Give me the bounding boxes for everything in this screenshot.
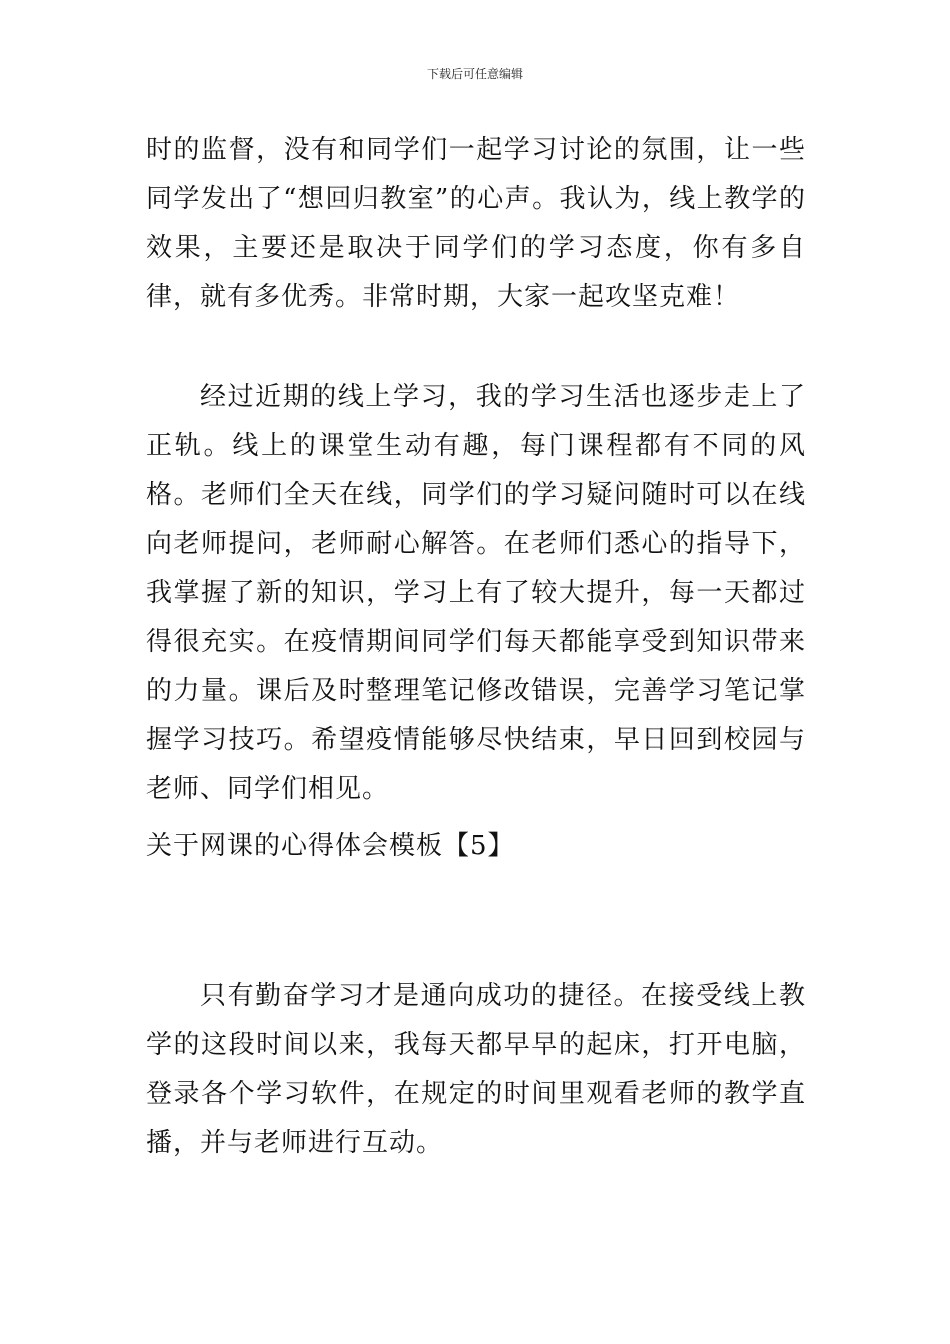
body-paragraph-1: 时的监督，没有和同学们一起学习讨论的氛围，让一些同学发出了“想回归教室”的心声。我认为，线上教学的效果，主要还是取决于同学们的学习态度，你有多自律，就有多优秀。非常时期，大家一起攻坚克难！ bbox=[146, 135, 806, 312]
header-note: 下载后可任意编辑 bbox=[426, 67, 523, 81]
section-heading: 关于网课的心得体会模板【5】 bbox=[146, 831, 515, 861]
body-paragraph-2: 经过近期的线上学习，我的学习生活也逐步走上了正轨。线上的课堂生动有趣，每门课程都有不同的风格。老师们全天在线，同学们的学习疑问随时可以在线向老师提问，老师耐心解答。在老师们悉心的指导下，我掌握了新的知识，学习上有了较大提升，每一天都过得很充实。在疫情期间同学们每天都能享受到知识带来的力量。课后及时整理笔记修改错误，完善学习笔记掌握学习技巧。希望疫情能够尽快结束，早日回到校园与老师、同学们相见。 bbox=[146, 382, 806, 804]
body-paragraph-3: 只有勤奋学习才是通向成功的捷径。在接受线上教学的这段时间以来，我每天都早早的起床，打开电脑，登录各个学习软件，在规定的时间里观看老师的教学直播，并与老师进行互动。 bbox=[146, 981, 806, 1158]
